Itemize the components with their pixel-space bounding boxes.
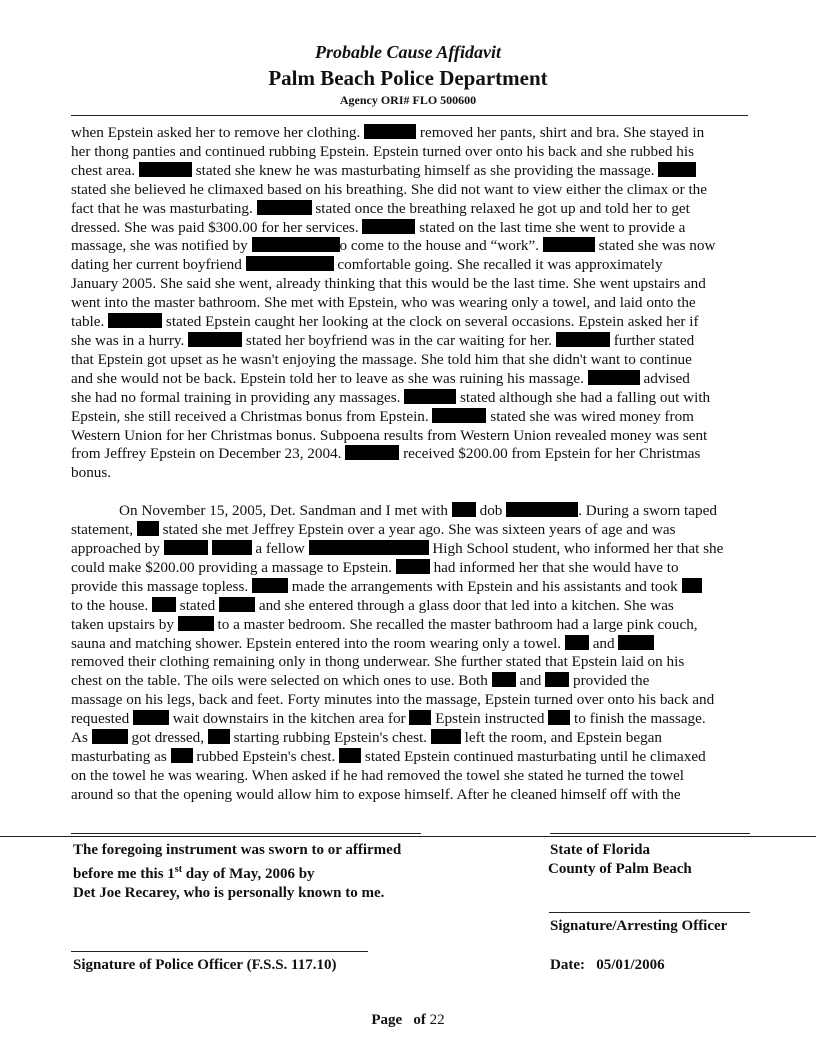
redaction [152,597,176,612]
text-line: and she would not be back. Epstein told her to leave as she was ruining his massage. advised [71,369,690,387]
redaction [543,237,595,252]
text-line: approached by a fellow High School student, who informed her that she [71,540,724,558]
text-line: Western Union for her Christmas bonus. Subpoena results from Western Union revealed money was sent [71,426,708,444]
text-line: chest on the table. The oils were selected on which ones to use. Both and provided the [71,672,650,690]
redaction [565,635,589,650]
text-line: around so that the opening would allow him to expose himself. After he cleaned himself off with the [71,785,681,803]
redaction [545,672,569,687]
text-line: her thong panties and continued rubbing Epstein. Epstein turned over onto his back and she rubbed his [71,142,694,160]
text-line: January 2005. She said she went, already thinking that this would be the last time. She went upstairs and [71,275,706,293]
text-line: bonus. [71,464,112,482]
redaction [208,729,230,744]
text-line: she was in a hurry. stated her boyfriend was in the car waiting for her. further stated [71,331,695,349]
redaction [252,237,340,252]
redaction [92,729,128,744]
date-field [550,956,665,975]
text-line: that Epstein got upset as he wasn't enjoying the massage. She told him that she didn't want to continue [71,350,692,368]
redaction [219,597,255,612]
redaction [588,370,640,385]
text-line: sauna and matching shower. Epstein entered into the room wearing only a towel. and [71,635,756,654]
redaction [257,200,312,215]
page-number: Page of 22 [371,1012,445,1028]
text-line: fact that he was masturbating. stated once the breathing relaxed he got up and told her to get [71,199,690,217]
affidavit-title: Probable Cause Affidavit [315,42,501,62]
footer-rule-right [550,833,750,834]
redaction [246,256,334,271]
text-line: when Epstein asked her to remove her clothing. removed her pants, shirt and bra. She stayed in [71,124,705,141]
text-line: removed their clothing remaining only in thong underwear. She further stated that Epstein laid on his [71,653,685,671]
paragraph-2 [71,502,756,805]
text-line: requested wait downstairs in the kitchen area for Epstein instructed to finish the massage. [71,710,706,728]
agency-ori: Agency ORI# FLO 500600 [339,93,477,107]
redaction [164,540,208,555]
paragraph-1 [71,124,756,483]
redaction [452,502,476,517]
header-rule [71,115,748,116]
redaction [658,162,696,177]
redaction [364,124,416,139]
redaction [188,332,242,347]
text-line: table. stated Epstein caught her looking at the clock on several occasions. Epstein asked her if [71,313,699,331]
redaction [362,219,415,234]
text-line: As got dressed, starting rubbing Epstein's chest. left the room, and Epstein began [71,729,663,747]
text-line: provide this massage topless. made the arrangements with Epstein and his assistants and took [71,578,756,597]
text-line: dressed. She was paid $300.00 for her services. stated on the last time she went to provide a [71,218,686,236]
police-signature-line [71,951,368,952]
redaction [548,710,570,725]
redaction [506,502,578,517]
police-officer-signature-label: Signature of Police Officer (F.S.S. 117.10) [73,957,337,973]
text-line: massage, she was notified by o come to the house and “work”. stated she was now [71,237,716,255]
text-line: stated she believed he climaxed based on his breathing. She did not want to view either the climax or the [71,180,708,198]
text-line: on the towel he was wearing. When asked if he had removed the towel she stated he turned the towel [71,766,684,784]
text-line: On November 15, 2005, Det. Sandman and I met with dob . During a sworn taped [119,502,717,520]
text-line: from Jeffrey Epstein on December 23, 2004. received $200.00 from Epstein for her Christmas [71,445,701,463]
text-line: taken upstairs by to a master bedroom. She recalled the master bathroom had a large pink couch, [71,615,698,633]
redaction [396,559,430,574]
arresting-signature-line [549,912,750,913]
text-line: to the house. stated and she entered through a glass door that led into a kitchen. She was [71,596,674,614]
sworn-line-3: Det Joe Recarey, who is personally known to me. [73,885,385,901]
redaction [556,332,610,347]
sworn-line-1: The foregoing instrument was sworn to or affirmed [73,842,402,858]
text-line: could make $200.00 providing a massage to Epstein. had informed her that she would have to [71,558,679,576]
redaction [431,729,461,744]
sworn-statement [73,841,493,903]
redaction [409,710,431,725]
text-line: chest area. stated she knew he was masturbating himself as she providing the massage. [71,162,756,181]
sworn-sup: st [174,864,183,875]
text-line: went into the master bathroom. She met with Epstein, who was wearing only a towel, and laid onto the [71,294,696,312]
redaction [212,540,252,555]
text-line: Epstein, she still received a Christmas bonus from Epstein. stated she was wired money from [71,407,694,425]
date-label: Date: [550,957,585,973]
redaction [133,710,169,725]
footer-rule [0,836,816,837]
redaction [339,748,361,763]
county-name: County of Palm Beach [548,861,692,877]
redaction [171,748,193,763]
redaction [252,578,288,593]
redaction [309,540,429,555]
redaction [682,578,702,593]
state-name: State of Florida [550,842,650,858]
redaction [178,616,214,631]
redaction [137,521,159,536]
text-line: she had no formal training in providing any massages. stated although she had a falling out with [71,388,711,406]
department-name: Palm Beach Police Department [268,66,548,90]
arresting-officer-signature-label: Signature/Arresting Officer [550,918,728,934]
redaction [345,445,399,460]
redaction [108,313,162,328]
redaction [404,389,456,404]
affidavit-body [71,124,756,805]
footer-rule-left [71,833,421,834]
redaction [432,408,486,423]
redaction [618,635,654,650]
text-line: dating her current boyfriend comfortable going. She recalled it was approximately [71,256,663,274]
text-line: masturbating as rubbed Epstein's chest. stated Epstein continued masturbating until he climaxed [71,748,706,765]
date-value: 05/01/2006 [596,957,665,973]
sworn-line-2: before me this 1st day of May, 2006 by [73,864,315,882]
redaction [492,672,516,687]
text-line: statement, stated she met Jeffrey Epstein over a year ago. She was sixteen years of age and was [71,521,676,539]
redaction [139,162,192,177]
text-line: massage on his legs, back and feet. Forty minutes into the massage, Epstein turned over onto his back and [71,691,715,709]
